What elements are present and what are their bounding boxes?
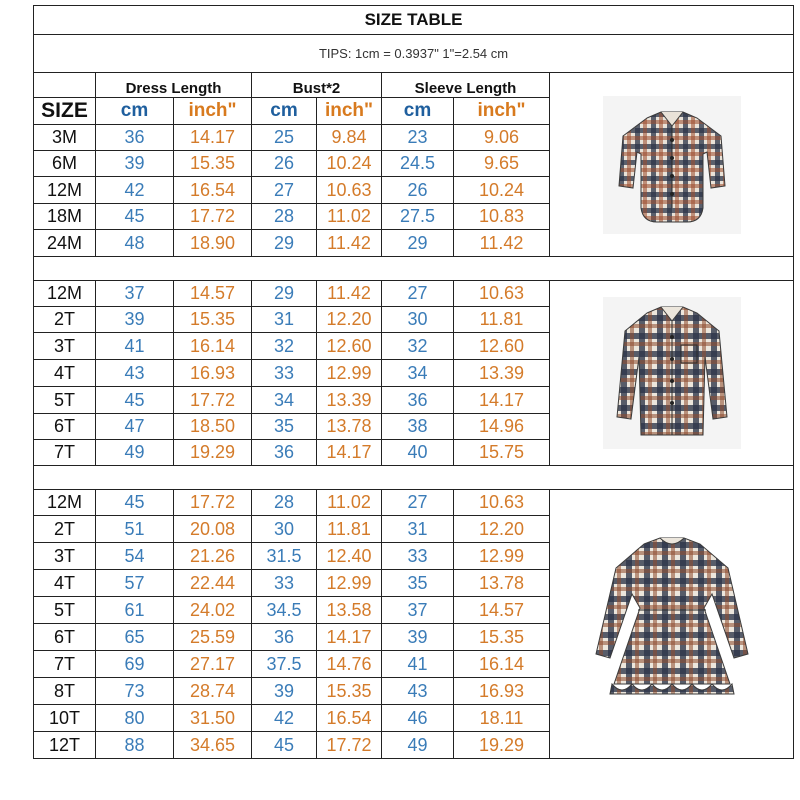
value-sl-in: 14.96: [454, 414, 550, 440]
size-label: 24M: [34, 230, 96, 257]
value-dl-in: 34.65: [174, 732, 252, 759]
size-label: 12T: [34, 732, 96, 759]
value-sl-cm: 33: [382, 543, 454, 570]
value-sl-in: 11.42: [454, 230, 550, 257]
value-sl-in: 10.83: [454, 204, 550, 230]
value-dl-cm: 65: [96, 624, 174, 651]
value-sl-in: 19.29: [454, 732, 550, 759]
value-dl-cm: 69: [96, 651, 174, 678]
value-b-in: 11.02: [317, 490, 382, 516]
plaid-dress-illustration: [572, 524, 772, 724]
value-dl-cm: 47: [96, 414, 174, 440]
value-sl-cm: 49: [382, 732, 454, 759]
value-sl-in: 12.99: [454, 543, 550, 570]
value-dl-in: 16.54: [174, 177, 252, 204]
value-dl-cm: 42: [96, 177, 174, 204]
value-dl-in: 19.29: [174, 440, 252, 466]
size-table: [33, 5, 794, 759]
value-b-cm: 36: [252, 440, 317, 466]
value-sl-cm: 27: [382, 281, 454, 307]
units-bust-inch: inch": [317, 98, 382, 125]
value-b-cm: 33: [252, 360, 317, 387]
value-dl-cm: 36: [96, 125, 174, 151]
value-b-cm: 32: [252, 333, 317, 360]
header-blank: [34, 73, 96, 98]
value-b-cm: 35: [252, 414, 317, 440]
value-b-cm: 42: [252, 705, 317, 732]
value-dl-in: 15.35: [174, 307, 252, 333]
size-label: 7T: [34, 651, 96, 678]
value-dl-in: 28.74: [174, 678, 252, 705]
value-sl-cm: 23: [382, 125, 454, 151]
value-sl-cm: 36: [382, 387, 454, 414]
value-b-in: 10.63: [317, 177, 382, 204]
size-label: 12M: [34, 490, 96, 516]
value-sl-cm: 30: [382, 307, 454, 333]
value-b-in: 14.17: [317, 440, 382, 466]
value-b-in: 12.99: [317, 570, 382, 597]
value-sl-in: 11.81: [454, 307, 550, 333]
value-sl-in: 18.11: [454, 705, 550, 732]
value-b-cm: 34: [252, 387, 317, 414]
value-b-in: 16.54: [317, 705, 382, 732]
value-b-cm: 25: [252, 125, 317, 151]
size-label: 18M: [34, 204, 96, 230]
size-label: 5T: [34, 597, 96, 624]
product-image-dress: [550, 490, 794, 759]
value-b-in: 10.24: [317, 151, 382, 177]
value-sl-cm: 24.5: [382, 151, 454, 177]
value-dl-in: 14.17: [174, 125, 252, 151]
value-b-in: 14.17: [317, 624, 382, 651]
value-sl-in: 10.63: [454, 281, 550, 307]
value-b-in: 13.78: [317, 414, 382, 440]
size-label: 12M: [34, 281, 96, 307]
size-label: 6M: [34, 151, 96, 177]
size-table-sheet: [33, 5, 793, 786]
value-sl-in: 16.14: [454, 651, 550, 678]
units-sleeve-cm: cm: [382, 98, 454, 125]
value-sl-in: 12.20: [454, 516, 550, 543]
value-b-cm: 26: [252, 151, 317, 177]
value-dl-in: 22.44: [174, 570, 252, 597]
value-dl-cm: 57: [96, 570, 174, 597]
value-dl-cm: 39: [96, 307, 174, 333]
value-b-cm: 30: [252, 516, 317, 543]
value-b-cm: 37.5: [252, 651, 317, 678]
value-dl-cm: 88: [96, 732, 174, 759]
value-b-in: 12.20: [317, 307, 382, 333]
section-separator: [34, 466, 794, 490]
value-dl-cm: 54: [96, 543, 174, 570]
size-label: 8T: [34, 678, 96, 705]
units-dress-cm: cm: [96, 98, 174, 125]
value-b-in: 11.42: [317, 281, 382, 307]
value-sl-in: 14.17: [454, 387, 550, 414]
value-sl-in: 15.35: [454, 624, 550, 651]
value-sl-cm: 41: [382, 651, 454, 678]
value-sl-cm: 46: [382, 705, 454, 732]
size-row: [34, 281, 794, 307]
value-dl-cm: 51: [96, 516, 174, 543]
conversion-tips: TIPS: 1cm = 0.3937" 1"=2.54 cm: [34, 35, 794, 73]
value-b-cm: 39: [252, 678, 317, 705]
header-dress-length: Dress Length: [96, 73, 252, 98]
value-dl-cm: 48: [96, 230, 174, 257]
size-label: 10T: [34, 705, 96, 732]
size-label: 4T: [34, 570, 96, 597]
value-sl-cm: 43: [382, 678, 454, 705]
value-sl-cm: 26: [382, 177, 454, 204]
value-dl-cm: 49: [96, 440, 174, 466]
value-sl-in: 9.06: [454, 125, 550, 151]
header-sleeve-length: Sleeve Length: [382, 73, 550, 98]
value-sl-cm: 38: [382, 414, 454, 440]
value-dl-in: 21.26: [174, 543, 252, 570]
value-b-cm: 34.5: [252, 597, 317, 624]
value-b-in: 12.40: [317, 543, 382, 570]
size-label: 3M: [34, 125, 96, 151]
value-dl-in: 24.02: [174, 597, 252, 624]
header-bust: Bust*2: [252, 73, 382, 98]
plaid-shirt-illustration: [603, 297, 741, 449]
value-dl-in: 16.14: [174, 333, 252, 360]
value-sl-in: 10.24: [454, 177, 550, 204]
units-size: SIZE: [34, 98, 96, 125]
size-row: [34, 490, 794, 516]
size-label: 4T: [34, 360, 96, 387]
value-dl-in: 27.17: [174, 651, 252, 678]
value-sl-in: 14.57: [454, 597, 550, 624]
value-dl-in: 17.72: [174, 204, 252, 230]
value-b-in: 9.84: [317, 125, 382, 151]
value-sl-in: 12.60: [454, 333, 550, 360]
value-dl-in: 31.50: [174, 705, 252, 732]
size-label: 6T: [34, 624, 96, 651]
separator-cell: [34, 466, 794, 490]
value-sl-cm: 35: [382, 570, 454, 597]
value-dl-in: 25.59: [174, 624, 252, 651]
size-label: 7T: [34, 440, 96, 466]
value-sl-cm: 39: [382, 624, 454, 651]
value-b-in: 13.58: [317, 597, 382, 624]
value-dl-in: 15.35: [174, 151, 252, 177]
value-sl-in: 9.65: [454, 151, 550, 177]
size-label: 6T: [34, 414, 96, 440]
value-sl-in: 13.78: [454, 570, 550, 597]
size-label: 12M: [34, 177, 96, 204]
value-b-cm: 27: [252, 177, 317, 204]
value-b-cm: 31: [252, 307, 317, 333]
value-b-cm: 36: [252, 624, 317, 651]
value-dl-in: 14.57: [174, 281, 252, 307]
value-b-cm: 28: [252, 490, 317, 516]
value-dl-cm: 41: [96, 333, 174, 360]
size-label: 2T: [34, 516, 96, 543]
size-label: 3T: [34, 333, 96, 360]
value-sl-cm: 27.5: [382, 204, 454, 230]
size-label: 2T: [34, 307, 96, 333]
value-dl-cm: 61: [96, 597, 174, 624]
value-b-cm: 45: [252, 732, 317, 759]
units-bust-cm: cm: [252, 98, 317, 125]
value-b-in: 17.72: [317, 732, 382, 759]
value-b-in: 14.76: [317, 651, 382, 678]
section-separator: [34, 257, 794, 281]
plaid-romper-illustration: [603, 96, 741, 234]
value-dl-in: 17.72: [174, 387, 252, 414]
value-b-in: 12.99: [317, 360, 382, 387]
value-b-cm: 29: [252, 230, 317, 257]
value-dl-cm: 45: [96, 204, 174, 230]
value-sl-cm: 31: [382, 516, 454, 543]
value-dl-in: 20.08: [174, 516, 252, 543]
value-sl-in: 16.93: [454, 678, 550, 705]
value-dl-in: 18.90: [174, 230, 252, 257]
value-dl-cm: 73: [96, 678, 174, 705]
value-dl-in: 16.93: [174, 360, 252, 387]
value-sl-cm: 37: [382, 597, 454, 624]
value-dl-cm: 39: [96, 151, 174, 177]
units-dress-inch: inch": [174, 98, 252, 125]
value-sl-cm: 34: [382, 360, 454, 387]
value-dl-cm: 43: [96, 360, 174, 387]
value-sl-cm: 32: [382, 333, 454, 360]
size-label: 5T: [34, 387, 96, 414]
value-b-in: 13.39: [317, 387, 382, 414]
value-dl-cm: 37: [96, 281, 174, 307]
value-sl-cm: 27: [382, 490, 454, 516]
value-sl-cm: 40: [382, 440, 454, 466]
value-b-in: 11.42: [317, 230, 382, 257]
value-b-cm: 31.5: [252, 543, 317, 570]
value-sl-cm: 29: [382, 230, 454, 257]
value-b-in: 11.02: [317, 204, 382, 230]
value-dl-in: 17.72: [174, 490, 252, 516]
value-dl-in: 18.50: [174, 414, 252, 440]
product-image-shirt: [550, 281, 794, 466]
size-label: 3T: [34, 543, 96, 570]
value-dl-cm: 45: [96, 490, 174, 516]
value-b-in: 15.35: [317, 678, 382, 705]
table-title: SIZE TABLE: [34, 6, 794, 35]
value-b-cm: 28: [252, 204, 317, 230]
units-sleeve-inch: inch": [454, 98, 550, 125]
value-b-cm: 29: [252, 281, 317, 307]
separator-cell: [34, 257, 794, 281]
value-sl-in: 15.75: [454, 440, 550, 466]
product-image-romper: [550, 73, 794, 257]
value-dl-cm: 45: [96, 387, 174, 414]
value-sl-in: 13.39: [454, 360, 550, 387]
value-sl-in: 10.63: [454, 490, 550, 516]
value-b-cm: 33: [252, 570, 317, 597]
value-b-in: 11.81: [317, 516, 382, 543]
value-b-in: 12.60: [317, 333, 382, 360]
value-dl-cm: 80: [96, 705, 174, 732]
